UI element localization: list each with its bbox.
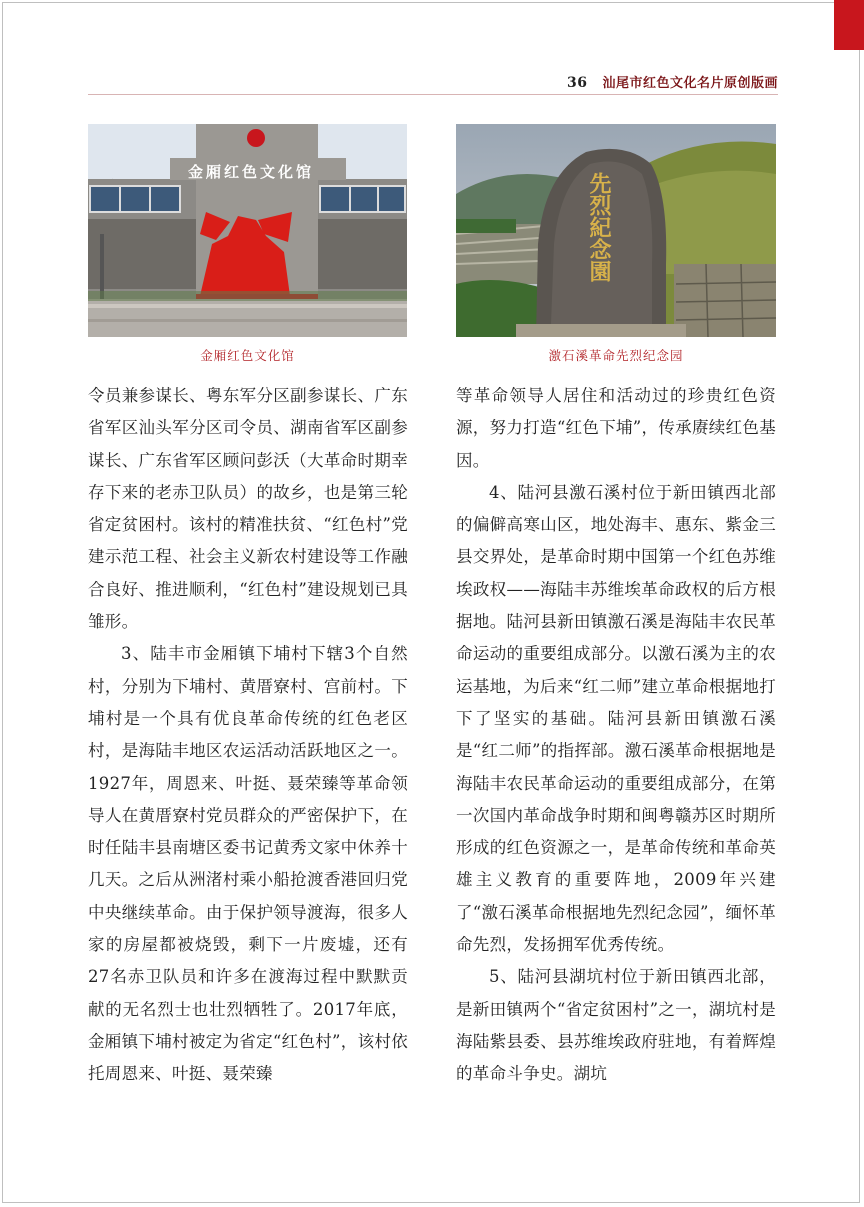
- photo-jinxiang-museum: [88, 124, 407, 337]
- paragraph: 令员兼参谋长、粤东军分区副参谋长、广东省军区汕头军分区司令员、湖南省军区副参谋长、广东省军区顾问彭沃（大革命时期幸存下来的老赤卫队员）的故乡，也是第三轮省定贫困村。该村的精准扶贫、“红色村”党建示范工程、社会主义新农村建设等工作融合良好、推进顺利，“红色村”建设规划已具雏形。: [88, 386, 408, 632]
- header-title: 汕尾市红色文化名片原创版画: [602, 76, 778, 91]
- caption-right: 激石溪革命先烈纪念园: [548, 348, 684, 363]
- red-corner-tab: [834, 0, 864, 50]
- text-column-left: [88, 380, 408, 1091]
- page-number: 36: [566, 75, 588, 91]
- caption-left: 金厢红色文化馆: [200, 348, 295, 363]
- text-column-right: [456, 380, 776, 1091]
- stone-inscription: 先烈紀念園: [586, 172, 612, 282]
- paragraph: 4、陆河县激石溪村位于新田镇西北部的偏僻高寒山区，地处海丰、惠东、紫金三县交界处，是革命时期中国第一个红色苏维埃政权——海陆丰苏维埃革命政权的后方根据地。陆河县新田镇激石溪是海陆丰农民革命运动的重要组成部分。以激石溪为主的农运基地，为后来“红二师”建立革命根据地打下了坚实的基础。陆河县新田镇激石溪是“红二师”的指挥部。激石溪革命根据地是海陆丰农民革命运动的重要组成部分，在第一次国内革命战争时期和闽粤赣苏区时期所形成的红色资源之一，是革命传统和革命英雄主义教育的重要阵地，2009年兴建了“激石溪革命根据地先烈纪念园”，缅怀革命先烈，发扬拥军优秀传统。: [456, 482, 776, 955]
- paragraph: 3、陆丰市金厢镇下埔村下辖3个自然村，分别为下埔村、黄厝寮村、宫前村。下埔村是一个具有优良革命传统的红色老区村，是海陆丰地区农运活动活跃地区之一。1927年，周恩来、叶挺、聂荣臻等革命领导人在黄厝寮村党员群众的严密保护下，在时任陆丰县南塘区委书记黄秀文家中休养十几天。之后从洲渚村乘小船抢渡香港回归党中央继续革命。由于保护领导渡海，很多人家的房屋都被烧毁，剩下一片废墟，还有27名赤卫队员和许多在渡海过程中默默贡献的无名烈士也壮烈牺牲了。2017年底，金厢镇下埔村被定为省定“红色村”，该村依托周恩来、叶挺、聂荣臻: [88, 644, 408, 1084]
- header-rule: [88, 94, 778, 95]
- paragraph: 等革命领导人居住和活动过的珍贵红色资源，努力打造“红色下埔”，传承赓续红色基因。: [456, 386, 776, 470]
- paragraph: 5、陆河县湖坑村位于新田镇西北部，是新田镇两个“省定贫困村”之一，湖坑村是海陆紫县委、县苏维埃政府驻地，有着辉煌的革命斗争史。湖坑: [456, 967, 776, 1084]
- photo-jishixi-memorial: [456, 124, 776, 337]
- running-header: [567, 72, 778, 91]
- museum-sign: 金厢红色文化馆: [187, 163, 314, 181]
